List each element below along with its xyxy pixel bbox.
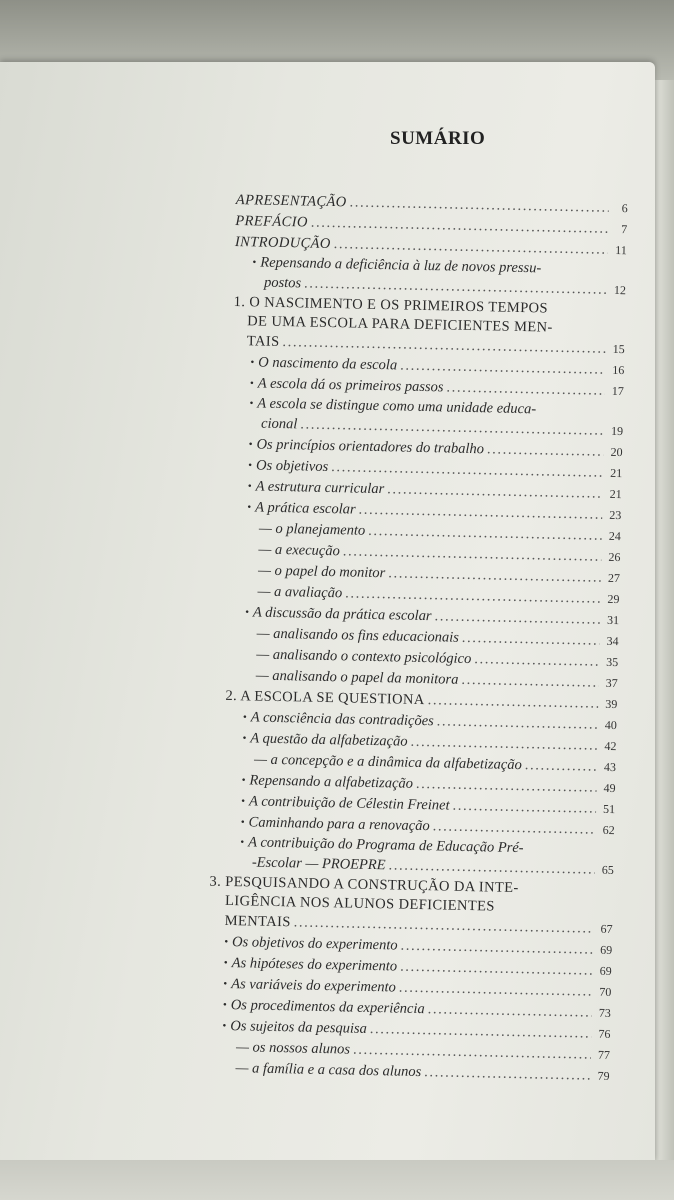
toc-entry-label: A escola se distingue como uma unidade educa- bbox=[257, 395, 537, 418]
toc-page-number: 7 bbox=[621, 222, 628, 237]
toc-entry-label: A discussão da prática escolar bbox=[252, 604, 432, 625]
toc-entry-label: — a execução bbox=[258, 541, 340, 560]
toc-entry-label: APRESENTAÇÃO bbox=[235, 191, 347, 211]
toc-entry-label: Repensando a alfabetização bbox=[249, 772, 414, 792]
toc-entry-label: As hipóteses do experimento bbox=[231, 955, 398, 975]
dot-leader bbox=[487, 439, 604, 462]
toc-entry-label: As variáveis do experimento bbox=[231, 976, 397, 996]
toc-page-number: 17 bbox=[611, 383, 625, 399]
toc-entry-label: PREFÁCIO bbox=[235, 212, 308, 231]
toc-page-number: 37 bbox=[605, 675, 618, 691]
toc-page-number: 31 bbox=[606, 612, 620, 628]
bullet-icon: • bbox=[248, 438, 253, 451]
toc-entry-label: A consciência das contradições bbox=[250, 709, 434, 730]
bullet-icon: • bbox=[242, 711, 247, 724]
bullet-icon: • bbox=[241, 795, 246, 808]
dot-leader bbox=[434, 606, 600, 630]
toc-page-number: 69 bbox=[599, 963, 612, 979]
toc-entry-label: A contribuição de Célestin Freinet bbox=[248, 793, 450, 814]
toc-page-number: 77 bbox=[597, 1047, 611, 1063]
chapter-title: DE UMA ESCOLA PARA DEFICIENTES MEN- bbox=[247, 313, 553, 336]
dot-leader bbox=[474, 649, 599, 673]
toc-entry-label: A estrutura curricular bbox=[255, 478, 385, 498]
toc-entry-label: — analisando os fins educacionais bbox=[256, 625, 460, 646]
toc-page-number: 76 bbox=[598, 1026, 611, 1042]
toc-page-number: 62 bbox=[602, 822, 615, 838]
bullet-icon: • bbox=[247, 501, 252, 514]
toc-entry-label: A questão da alfabetização bbox=[250, 730, 408, 750]
toc-page-number: 21 bbox=[609, 486, 622, 502]
toc-page-number: 65 bbox=[601, 862, 614, 878]
toc-entry-label: — o papel do monitor bbox=[257, 562, 386, 582]
toc-entry-label: — a família e a casa dos alunos bbox=[235, 1060, 422, 1081]
bullet-icon: • bbox=[222, 1019, 227, 1032]
dot-leader bbox=[452, 796, 596, 820]
toc-page-number: 16 bbox=[612, 362, 625, 378]
bullet-icon: • bbox=[245, 606, 250, 619]
chapter-title: 3. PESQUISANDO A CONSTRUÇÃO DA INTE- bbox=[209, 873, 519, 897]
bullet-icon: • bbox=[249, 377, 254, 390]
toc-page-number: 11 bbox=[615, 242, 627, 258]
chapter-title: 1. O NASCIMENTO E OS PRIMEIROS TEMPOS bbox=[233, 293, 549, 317]
toc-entry-label: — a concepção e a dinâmica da alfabetização bbox=[253, 751, 522, 774]
toc-page-number: 6 bbox=[621, 201, 628, 216]
bullet-icon: • bbox=[240, 836, 245, 849]
toc-page-number: 67 bbox=[600, 921, 613, 937]
toc-entry-label: — analisando o papel da monitora bbox=[255, 667, 459, 688]
bullet-icon: • bbox=[249, 397, 254, 410]
toc-entry-label: Repensando a deficiência à luz de novos pressu- bbox=[260, 254, 542, 277]
bullet-icon: • bbox=[247, 480, 252, 493]
toc-page-number: 29 bbox=[607, 591, 620, 607]
chapter-title: 2. A ESCOLA SE QUESTIONA bbox=[225, 687, 425, 709]
toc-entry-label: Os sujeitos da pesquisa bbox=[230, 1018, 368, 1037]
toc-entry-label: A escola dá os primeiros passos bbox=[257, 375, 444, 396]
bullet-icon: • bbox=[252, 256, 257, 269]
dot-leader bbox=[461, 670, 599, 694]
toc-entry-label: postos bbox=[263, 274, 302, 292]
bullet-icon: • bbox=[224, 935, 229, 948]
bullet-icon: • bbox=[222, 998, 227, 1011]
bullet-icon: • bbox=[248, 459, 253, 472]
bullet-icon: • bbox=[250, 356, 255, 369]
toc-page-number: 35 bbox=[606, 654, 619, 670]
dot-leader bbox=[424, 1062, 591, 1086]
toc-page-number: 27 bbox=[607, 570, 621, 586]
toc-page-number: 20 bbox=[610, 444, 623, 460]
toc-page-number: 26 bbox=[608, 549, 621, 565]
toc-page-number: 43 bbox=[603, 759, 617, 775]
bullet-icon: • bbox=[223, 956, 228, 969]
toc-page-number: 73 bbox=[598, 1005, 611, 1021]
toc-entry-label: Os princípios orientadores do trabalho bbox=[256, 436, 485, 458]
dot-leader bbox=[525, 755, 598, 778]
toc-entry-label: INTRODUÇÃO bbox=[234, 233, 331, 252]
page-bottom-edge bbox=[0, 1160, 674, 1200]
toc-entry-label: — analisando o contexto psicológico bbox=[256, 646, 472, 668]
toc-page-number: 51 bbox=[602, 801, 616, 817]
toc-page-number: 70 bbox=[599, 984, 612, 1000]
toc-page-number: 24 bbox=[608, 528, 621, 544]
toc-page-number: 23 bbox=[609, 507, 622, 523]
toc-page-number: 21 bbox=[610, 465, 623, 481]
toc-entry-label: Os objetivos do experimento bbox=[231, 934, 398, 954]
bullet-icon: • bbox=[223, 977, 228, 990]
toc-page-number: 42 bbox=[604, 738, 617, 754]
toc-entry-label: O nascimento da escola bbox=[258, 354, 398, 374]
toc-entry-label: cional bbox=[260, 415, 298, 433]
toc-entry-label: — a avaliação bbox=[257, 583, 343, 602]
toc-entry-label: A contribuição do Programa de Educação Pré- bbox=[248, 834, 524, 857]
chapter-title: LIGÊNCIA NOS ALUNOS DEFICIENTES bbox=[224, 892, 495, 915]
toc-entry-label: Os objetivos bbox=[255, 457, 329, 475]
toc-page-number: 49 bbox=[603, 780, 616, 796]
toc-entry-label: — o planejamento bbox=[258, 520, 366, 539]
bullet-icon: • bbox=[240, 816, 245, 829]
toc-entry-label: -Escolar — PROEPRE bbox=[251, 854, 386, 874]
toc-entry-label: — os nossos alunos bbox=[235, 1039, 351, 1058]
toc-entry-label: A prática escolar bbox=[255, 499, 356, 518]
toc-entry-label: Caminhando para a renovação bbox=[248, 814, 430, 835]
chapter-title: MENTAIS bbox=[224, 912, 291, 931]
toc-page-number: 15 bbox=[612, 341, 625, 357]
page-title: SUMÁRIO bbox=[390, 128, 486, 149]
toc-page-number: 12 bbox=[613, 282, 627, 298]
table-of-contents bbox=[209, 190, 628, 1087]
toc-page-number: 69 bbox=[600, 942, 613, 958]
toc-page-number: 19 bbox=[610, 423, 624, 439]
toc-page-number: 79 bbox=[597, 1068, 610, 1084]
toc-page-number: 39 bbox=[605, 696, 618, 712]
bullet-icon: • bbox=[242, 732, 247, 745]
chapter-title: TAIS bbox=[246, 333, 280, 350]
toc-page-number: 34 bbox=[606, 633, 619, 649]
bullet-icon: • bbox=[241, 774, 246, 787]
toc-page-number: 40 bbox=[604, 717, 618, 733]
toc-entry-label: Os procedimentos da experiência bbox=[230, 997, 425, 1018]
dot-leader bbox=[462, 628, 600, 652]
